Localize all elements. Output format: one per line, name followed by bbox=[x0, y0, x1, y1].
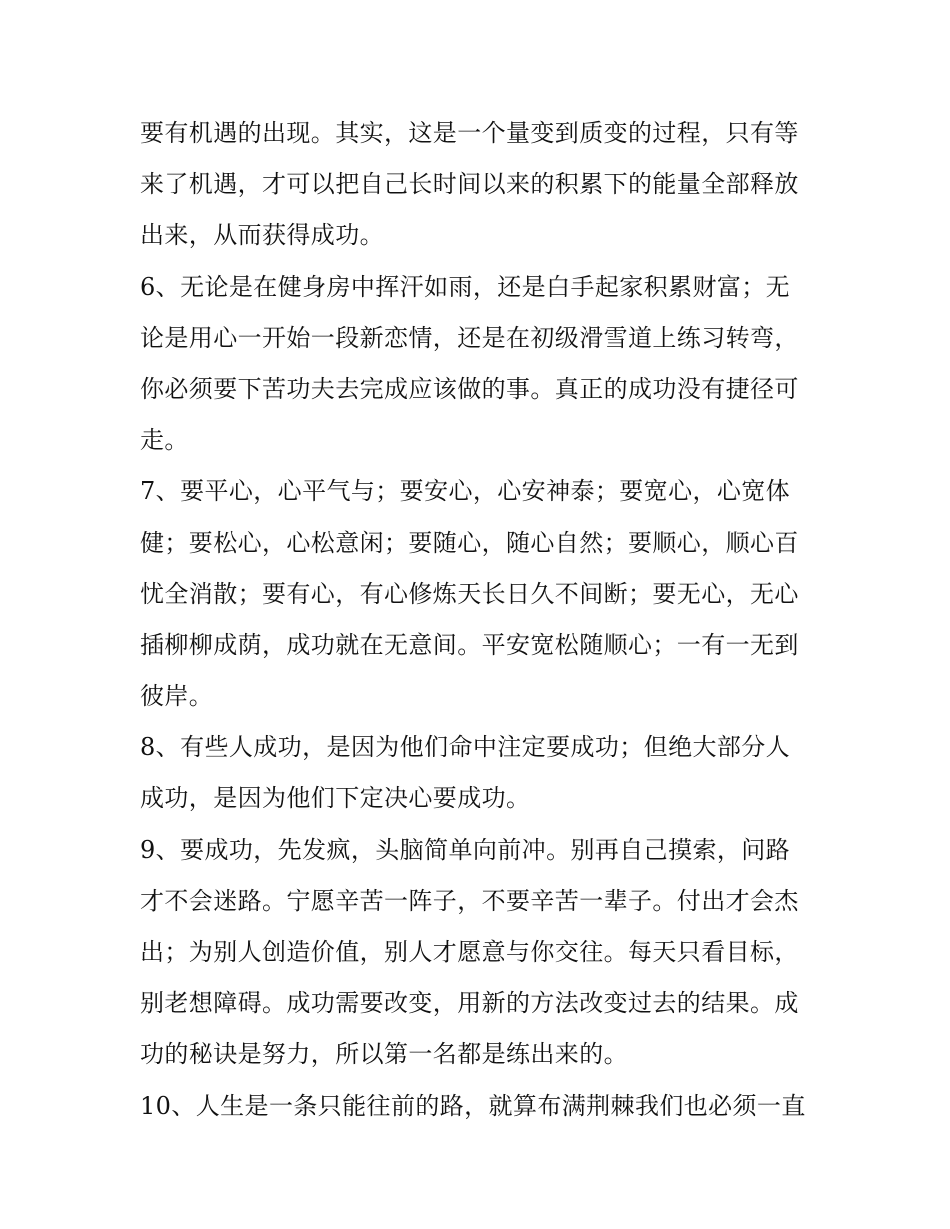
text-line: 功的秘诀是努力，所以第一名都是练出来的。 bbox=[140, 1040, 628, 1069]
text-line: 要有机遇的出现。其实，这是一个量变到质变的过程，只有等 bbox=[140, 119, 799, 147]
text-line: 成功，是因为他们下定决心要成功。 bbox=[140, 784, 531, 813]
text-line: 健；要松心，心松意闲；要随心，随心自然；要顺心，顺心百 bbox=[140, 528, 799, 557]
document-body bbox=[140, 108, 820, 1132]
text-line: 8、有些人成功，是因为他们命中注定要成功；但绝大部分人 bbox=[140, 733, 791, 762]
text-line: 插柳柳成荫，成功就在无意间。平安宽松随顺心；一有一无到 bbox=[140, 630, 799, 659]
text-line: 别老想障碍。成功需要改变，用新的方法改变过去的结果。成 bbox=[140, 989, 799, 1018]
text-line: 出；为别人创造价值，别人才愿意与你交往。每天只看目标， bbox=[140, 938, 799, 966]
text-line: 出来，从而获得成功。 bbox=[140, 221, 384, 250]
text-line: 论是用心一开始一段新恋情，还是在初级滑雪道上练习转弯， bbox=[140, 323, 799, 352]
text-line: 你必须要下苦功夫去完成应该做的事。真正的成功没有捷径可 bbox=[140, 374, 799, 403]
text-line: 7、要平心，心平气与；要安心，心安神泰；要宽心，心宽体 bbox=[140, 477, 791, 506]
text-line: 来了机遇，才可以把自己长时间以来的积累下的能量全部释放 bbox=[140, 170, 799, 199]
text-line: 才不会迷路。宁愿辛苦一阵子，不要辛苦一辈子。付出才会杰 bbox=[140, 886, 799, 915]
text-line: 走。 bbox=[140, 426, 189, 455]
text-line: 忧全消散；要有心，有心修炼天长日久不间断；要无心，无心 bbox=[140, 579, 799, 608]
text-line: 9、要成功，先发疯，头脑简单向前冲。别再自己摸索，问路 bbox=[140, 835, 791, 864]
text-line: 10、人生是一条只能往前的路，就算布满荆棘我们也必须一直 bbox=[140, 1091, 806, 1120]
text-line: 6、无论是在健身房中挥汗如雨，还是白手起家积累财富；无 bbox=[140, 272, 791, 301]
text-line: 彼岸。 bbox=[140, 682, 214, 711]
